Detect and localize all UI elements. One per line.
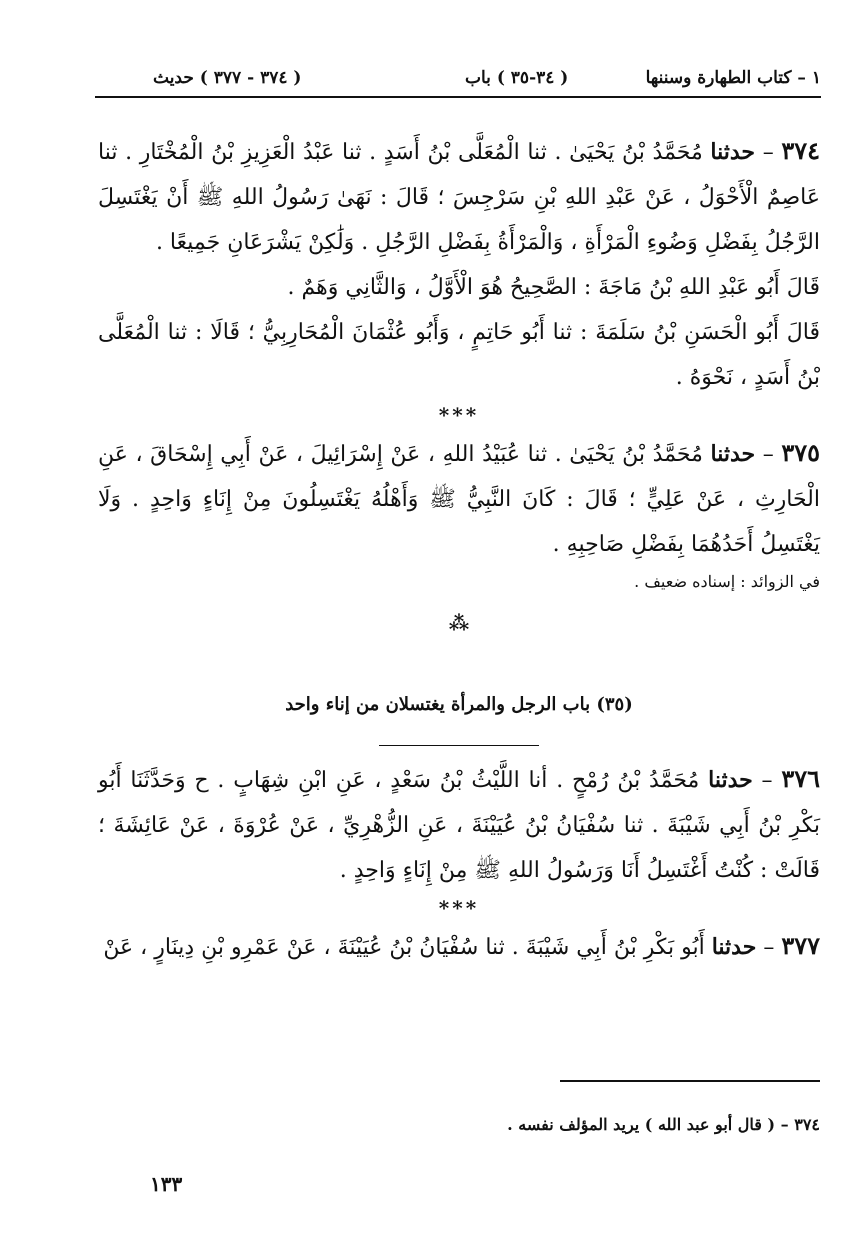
zawaid-note: في الزوائد : إسناده ضعيف . [634, 572, 820, 591]
header-chapter-range: ( ٣٤-٣٥ ) باب [465, 68, 569, 88]
hadith-dash: – [761, 768, 773, 793]
hadith-lead-word: حدثنا [708, 767, 753, 793]
hadith-lead-word: حدثنا [711, 934, 757, 960]
hadith-lead-word: حدثنا [710, 441, 756, 467]
header-hadith-range: ( ٣٧٤ - ٣٧٧ ) حديث [153, 68, 302, 88]
hadith-number: ٣٧٥ [781, 438, 821, 467]
footnote: ٣٧٤ – ( قال أبو عبد الله ) يريد المؤلف نفسه . [507, 1115, 820, 1134]
hadith-375 [98, 430, 820, 567]
chapter-divider [379, 745, 539, 746]
hadith-text: مُحَمَّدُ بْنُ رُمْحٍ . أنا اللَّيْثُ بْنُ سَعْدٍ ، عَنِ ابْنِ شِهَابٍ . ح وَحَدَّثَنَا أَبُو بَكْرِ بْنُ أَبِي شَيْبَةَ . ثنا سُفْيَانُ بْنُ عُيَيْنَةَ ، عَنِ الزُّهْرِيِّ ، عَنْ عُرْوَةَ ، عَنْ عَائِشَةَ ؛ قَالَتْ : كُنْتُ أَغْتَسِلُ أَنَا وَرَسُولُ اللهِ ﷺ مِنْ إِنَاءٍ وَاحِدٍ . [98, 768, 820, 883]
hadith-number: ٣٧٧ [781, 931, 820, 960]
hadith-number: ٣٧٤ [781, 136, 820, 165]
hadith-374-note-1: قَالَ أَبُو عَبْدِ اللهِ بْنُ مَاجَةَ : الصَّحِيحُ هُوَ الْأَوَّلُ ، وَالثَّانِي وَهَمٌ . [287, 275, 820, 300]
hadith-377 [98, 923, 820, 970]
hadith-text: أَبُو بَكْرِ بْنُ أَبِي شَيْبَةَ . ثنا سُفْيَانُ بْنُ عُيَيْنَةَ ، عَنْ عَمْرِو بْنِ دِينَارٍ ، عَنْ [103, 935, 705, 960]
hadith-text: مُحَمَّدُ بْنُ يَحْيَىٰ . ثنا عُبَيْدُ اللهِ ، عَنْ إِسْرَائِيلَ ، عَنْ أَبِي إِسْحَاقَ ، عَنِ الْحَارِثِ ، عَنْ عَلِيٍّ ؛ قَالَ : كَانَ النَّبِيُّ ﷺ وَأَهْلُهُ يَغْتَسِلُونَ مِنْ إِنَاءٍ وَاحِدٍ . وَلَا يَغْتَسِلُ أَحَدُهُمَا بِفَضْلِ صَاحِبِهِ . [98, 442, 820, 557]
section-fleuron: ⁂ [448, 611, 470, 635]
hadith-dash: – [762, 140, 774, 165]
footnote-divider [560, 1080, 820, 1082]
hadith-374 [98, 128, 820, 265]
hadith-lead-word: حدثنا [710, 139, 756, 165]
hadith-text: مُحَمَّدُ بْنُ يَحْيَىٰ . ثنا الْمُعَلَّى بْنُ أَسَدٍ . ثنا عَبْدُ الْعَزِيزِ بْنُ الْمُخْتَارِ . ثنا عَاصِمٌ الْأَحْوَلُ ، عَنْ عَبْدِ اللهِ بْنِ سَرْجِسَ ؛ قَالَ : نَهَىٰ رَسُولُ اللهِ ﷺ أَنْ يَغْتَسِلَ الرَّجُلُ بِفَضْلِ وَضُوءِ الْمَرْأَةِ ، وَالْمَرْأَةُ بِفَضْلِ الرَّجُلِ . وَلَٰكِنْ يَشْرَعَانِ جَمِيعًا . [98, 140, 820, 255]
separator-stars: *** [438, 403, 480, 427]
hadith-376 [98, 756, 820, 893]
hadith-374-note-2: قَالَ أَبُو الْحَسَنِ بْنُ سَلَمَةَ : ثنا أَبُو حَاتِمٍ ، وَأَبُو عُثْمَانَ الْمُحَارِبِيُّ ؛ قَالَا : ثنا الْمُعَلَّى بْنُ أَسَدٍ ، نَحْوَهُ . [98, 320, 820, 390]
hadith-number: ٣٧٦ [781, 764, 820, 793]
chapter-heading: (٣٥) باب الرجل والمرأة يغتسلان من إناء واحد [285, 694, 633, 715]
page-number: ١٣٣ [150, 1172, 183, 1196]
running-header [95, 62, 821, 98]
header-book-title: ١ – كتاب الطهارة وسننها [645, 68, 821, 88]
hadith-dash: – [762, 442, 774, 467]
hadith-dash: – [763, 935, 775, 960]
separator-stars: *** [438, 896, 480, 920]
main-text [98, 128, 820, 970]
